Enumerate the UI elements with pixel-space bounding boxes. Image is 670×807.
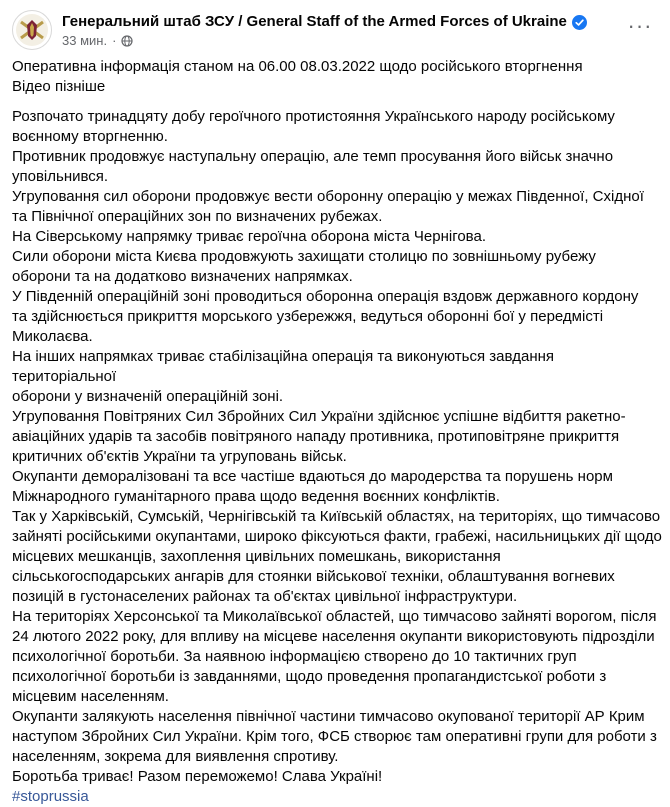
text-line: Боротьба триває! Разом переможемо! Слава Україні!	[12, 768, 383, 785]
text-line: Окупанти залякують населення північної частини тимчасово окупованої території АР Крим	[12, 708, 645, 725]
text-line: Так у Харківській, Сумській, Чернігівській та Київській областях, на територіях, що тимчасово	[12, 508, 661, 525]
text-line: На Сіверському напрямку триває героїчна оборона міста Чернігова.	[12, 228, 486, 245]
text-line: оборони у визначеній операційній зоні.	[12, 388, 284, 405]
text-line: Сили оборони міста Києва продовжують захищати столицю по зовнішньому рубежу	[12, 248, 596, 265]
text-line: місцевих мешканців, захоплення цивільних помешкань, використання	[12, 548, 501, 565]
post-meta	[62, 33, 133, 49]
text-line: Оперативна інформація станом на 06.00 08.03.2022 щодо російського вторгнення	[12, 58, 583, 75]
post-time[interactable]: 33 мин.	[62, 33, 108, 48]
text-line: Розпочато тринадцяту добу героїчного протистояння Українського народу російському	[12, 108, 615, 125]
main-block	[12, 107, 662, 787]
author-name[interactable]: Генеральний штаб ЗСУ / General Staff of the Armed Forces of Ukraine	[62, 13, 567, 30]
text-line: На територіях Херсонської та Миколаївської областей, що тимчасово зайняті ворогом, після	[12, 608, 657, 625]
text-line: Миколаєва.	[12, 328, 93, 345]
meta-separator: ·	[112, 33, 117, 48]
text-line: Противник продовжує наступальну операцію, але темп просування його військ значно	[12, 148, 614, 165]
globe-icon[interactable]	[121, 35, 133, 47]
text-line: наступом Збройних Сил України. Крім того, ФСБ створює там оперативні групи для роботи з	[12, 728, 657, 745]
more-dots-icon: ···	[627, 13, 653, 38]
text-line: зайняті російськими окупантами, широко фіксуються факти, грабежі, насильницьких дії щодо	[12, 528, 662, 545]
author-line	[62, 13, 587, 31]
text-line: та здійснюється прикриття морського узбережжя, ведуться оборонні бої у передмісті	[12, 308, 604, 325]
text-line: та Північної операційних зон по визначених рубежах.	[12, 208, 383, 225]
text-line: Міжнародного гуманітарного права щодо ведення воєнних конфліктів.	[12, 488, 500, 505]
text-line: уповільнився.	[12, 168, 109, 185]
text-line: Окупанти деморалізовані та все частіше вдаються до мародерства та порушень норм	[12, 468, 613, 485]
text-line: населенням, зокрема для виявлення спротиву.	[12, 748, 339, 765]
verified-badge-icon	[572, 15, 587, 30]
text-line: 24 лютого 2022 року, для впливу на місцеве населення окупанти використовують підрозділи	[12, 628, 655, 645]
text-line: авіаційних ударів та засобів повітряного нападу противника, протиповітряне прикриття	[12, 428, 620, 445]
post-text	[12, 57, 662, 807]
text-line: На інших напрямках триває стабілізаційна операція та виконуються завдання територіальної	[12, 348, 555, 385]
text-line: психологічної боротьби із завданнями, щодо проведення пропагандистської роботи з	[12, 668, 607, 685]
text-line: У Південній операційній зоні проводиться оборонна операція вздовж державного кордону	[12, 288, 639, 305]
hashtag-link[interactable]: #stoprussia	[12, 788, 89, 805]
text-line: воєнному вторгненню.	[12, 128, 168, 145]
text-line: позицій в густонаселених районах та об'єктах цивільної інфраструктури.	[12, 588, 518, 605]
post-header	[12, 10, 670, 54]
text-line: Угруповання сил оборони продовжує вести оборонну операцію у межах Південної, Східної	[12, 188, 644, 205]
text-line: оборони та на додатково визначених напрямках.	[12, 268, 353, 285]
text-line: Угруповання Повітряних Сил Збройних Сил України здійснює успішне відбиття ракетно-	[12, 408, 626, 425]
intro-block	[12, 57, 662, 97]
text-line: місцевим населенням.	[12, 688, 169, 705]
text-line: Відео пізніше	[12, 78, 106, 95]
emblem-icon	[15, 13, 49, 47]
more-options-button[interactable]	[622, 12, 658, 48]
avatar[interactable]	[12, 10, 52, 50]
text-line: критичних об'єктів України та угруповань військ.	[12, 448, 347, 465]
text-line: психологічної боротьби. За наявною інформацією створено до 10 тактичних груп	[12, 648, 577, 665]
text-line: сільськогосподарських ангарів для стоянки військової техніки, облаштування вогневих	[12, 568, 615, 585]
